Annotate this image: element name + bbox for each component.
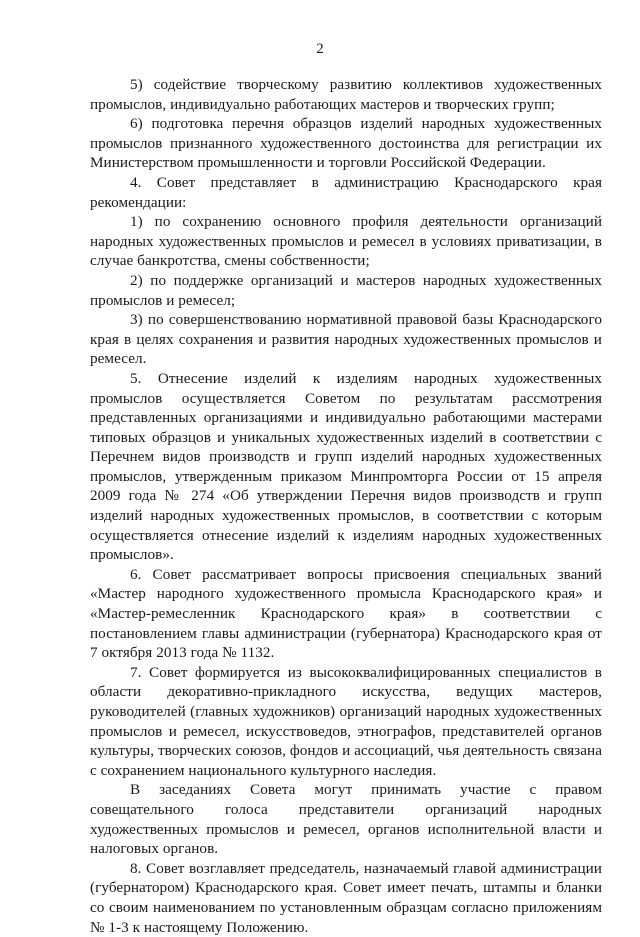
paragraph-section-4: 4. Совет представляет в администрацию Краснодарского края рекомендации: — [90, 173, 602, 211]
paragraph-section-6: 6. Совет рассматривает вопросы присвоения специальных званий «Мастер народного художественного промысла Краснодарского края» и «Мастер-ремесленник Краснодарского края» в соответствии с постановлением главы администрации (губернатора) Краснодарского края от 7 октября 2013 года № 1132. — [90, 565, 602, 662]
paragraph-item-5: 5) содействие творческому развитию коллективов художественных промыслов, индивидуально работающих мастеров и творческих групп; — [90, 76, 602, 113]
paragraph-meeting-participation: В заседаниях Совета могут принимать участие с правом совещательного голоса представители организаций народных художественных промыслов и ремесел, органов исполнительной власти и налоговых органов. — [90, 781, 602, 858]
page-number: 2 — [316, 41, 324, 57]
document-body — [90, 75, 602, 937]
paragraph-recommendation-3: 3) по совершенствованию нормативной правовой базы Краснодарского края в целях сохранения и развития народных художественных промыслов и ремесел. — [90, 311, 602, 368]
paragraph-section-5: 5. Отнесение изделий к изделиям народных художественных промыслов осуществляется Советом по результатам рассмотрения представленных организациями и индивидуально работающими мастерами типовых образцов и уникальных художественных изделий в соответствии с Перечнем видов производств и групп изделий народных художественных промыслов, утвержденным приказом Минпромторга России от 15 апреля 2009 года № 274 «Об утверждении Перечня видов производств и групп изделий народных художественных промыслов, в соответствии с которым осуществляется отнесение изделий к изделиям народных художественных промыслов». — [90, 369, 602, 564]
paragraph-recommendation-1: 1) по сохранению основного профиля деятельности организаций народных художественных промыслов и ремесел в условиях приватизации, в случае банкротства, смены собственности; — [90, 213, 602, 270]
paragraph-section-8: 8. Совет возглавляет председатель, назначаемый главой администрации (губернатором) Краснодарского края. Совет имеет печать, штампы и бланки со своим наименованием по установленным образцам согласно приложениям № 1-3 к настоящему Положению. — [90, 859, 602, 936]
paragraph-section-7: 7. Совет формируется из высококвалифицированных специалистов в области декоративно-прикладного искусства, ведущих мастеров, руководителей (главных художников) организаций народных художественных промыслов и ремесел, искусствоведов, этнографов, представителей органов культуры, творческих союзов, фондов и ассоциаций, чья деятельность связана с сохранением национального культурного наследия. — [90, 663, 602, 779]
paragraph-item-6: 6) подготовка перечня образцов изделий народных художественных промыслов признанного художественного достоинства для регистрации их Министерством промышленности и торговли Российской Федерации. — [90, 115, 602, 172]
paragraph-recommendation-2: 2) по поддержке организаций и мастеров народных художественных промыслов и ремесел; — [90, 271, 602, 309]
